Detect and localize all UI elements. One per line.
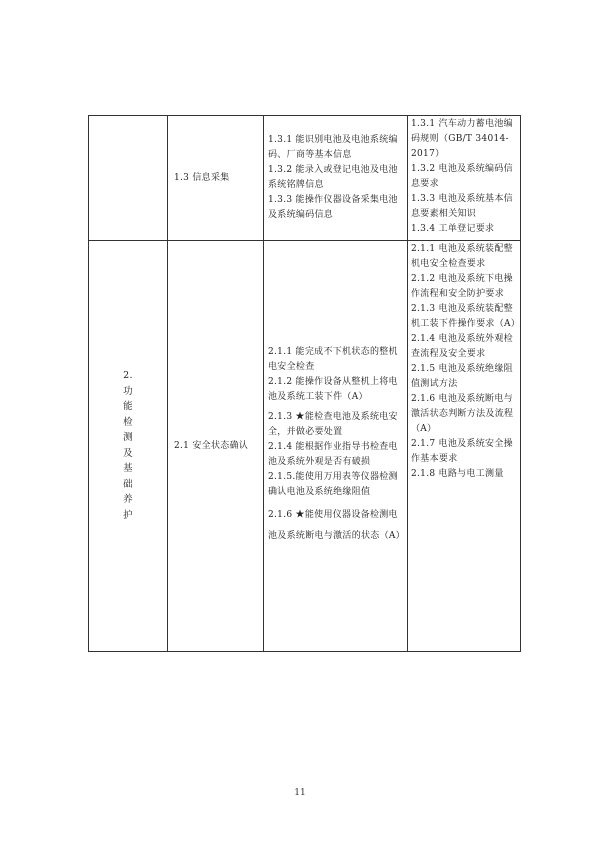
knowledge-item: 1.3.2 电池及系统编码信息要求 [411, 164, 513, 189]
module-char: 功 [123, 385, 133, 397]
unit-cell [168, 241, 264, 652]
skill-item: 2.1.5.能使用万用表等仪器检测确认电池及系统绝缘阻值 [268, 472, 398, 497]
knowledge-item: 2.1.2 电池及系统下电操作流程和安全防护要求 [411, 274, 513, 299]
knowledge-item: 1.3.3 电池及系统基本信息要素相关知识 [411, 194, 513, 219]
module-char: 测 [123, 432, 133, 444]
table-row [89, 241, 521, 652]
skill-item: 2.1.4 能根据作业指导书检查电池及系统外观是否有破损 [268, 442, 398, 467]
knowledge-item: 2.1.3 电池及系统装配整机工装下件操作要求（A） [411, 304, 521, 329]
knowledge-item: 2.1.8 电路与电工测量 [411, 469, 504, 479]
page-number: 11 [294, 788, 306, 798]
skill-item: 2.1.3 ★能检查电池及系统电安全，并做必要处置 [268, 412, 398, 437]
module-char: 能 [123, 401, 133, 413]
module-char: 基 [123, 463, 133, 475]
knowledge-item: 1.3.1 汽车动力蓄电池编码规则（GB/T 34014-2017） [411, 119, 513, 159]
skill-item: 1.3.1 能识别电池及电池系统编码、厂商等基本信息 [268, 135, 398, 160]
module-cell [89, 116, 168, 241]
knowledge-item: 2.1.6 电池及系统断电与激活状态判断方法及流程（A） [411, 394, 514, 434]
knowledge-item: 2.1.4 电池及系统外观检查流程及安全要求 [411, 334, 513, 359]
skill-item: 1.3.3 能操作仪器设备采集电池及系统编码信息 [268, 195, 398, 220]
knowledge-item: 1.3.4 工单登记要求 [411, 224, 495, 234]
table-row [89, 116, 521, 241]
module-vertical-label [121, 368, 135, 523]
standard-table [88, 115, 521, 652]
knowledge-item: 2.1.1 电池及系统装配整机电安全检查要求 [411, 244, 513, 269]
skill-item: 1.3.2 能录入或登记电池及电池系统铭牌信息 [268, 165, 398, 190]
module-char: 础 [123, 478, 133, 490]
skill-item: 2.1.2 能操作设备从整机上将电池及系统工装下件（A） [268, 377, 398, 402]
module-char: 检 [123, 416, 133, 428]
knowledge-cell [408, 241, 521, 652]
unit-label: 1.3 信息采集 [174, 172, 230, 183]
skill-item: 2.1.1 能完成不下机状态的整机电安全检查 [268, 347, 398, 372]
module-char: 2. [123, 370, 133, 382]
module-char: 护 [123, 509, 133, 521]
knowledge-cell [408, 116, 521, 241]
knowledge-item: 2.1.5 电池及系统绝缘阻值测试方法 [411, 364, 513, 389]
module-char: 及 [123, 447, 133, 459]
module-cell [89, 241, 168, 652]
skills-cell [264, 116, 408, 241]
skills-cell [264, 241, 408, 652]
unit-cell [168, 116, 264, 241]
knowledge-item: 2.1.7 电池及系统安全操作基本要求 [411, 439, 513, 464]
skill-item: 2.1.6 ★能使用仪器设备检测电池及系统断电与激活的状态（A） [268, 510, 406, 541]
module-char: 养 [123, 494, 133, 506]
unit-label: 2.1 安全状态确认 [174, 440, 249, 451]
